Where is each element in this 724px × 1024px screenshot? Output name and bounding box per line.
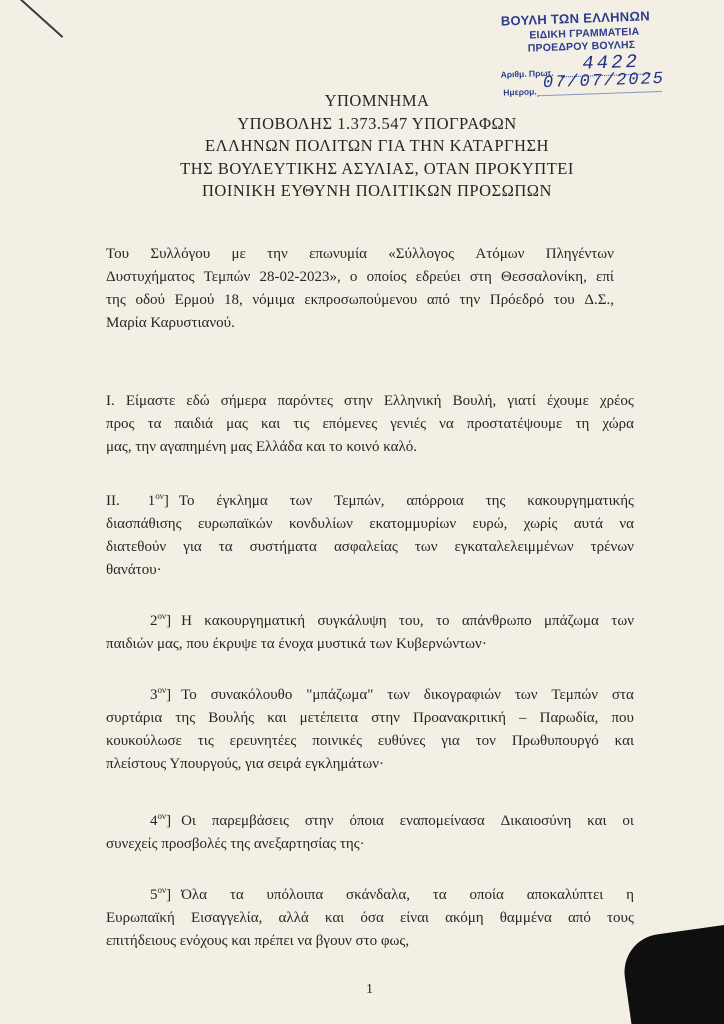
word: θαμμένα [499, 910, 552, 926]
word: οι [622, 813, 634, 829]
word: παρόντες [277, 393, 333, 409]
item-line [106, 707, 634, 730]
word: παιδιά [174, 416, 213, 432]
word: σκάνδαλα, [346, 887, 410, 903]
word: έγκλημα [216, 493, 268, 509]
stamp-protocol-label: Αριθμ. Πρωτ. [500, 67, 554, 80]
item-line [106, 536, 634, 559]
word: η [626, 887, 634, 903]
word: και [324, 910, 345, 926]
stamp-protocol-number: 4422 [581, 50, 641, 75]
intro-line [106, 243, 614, 266]
word: Βουλής [208, 710, 255, 726]
intro-line: Μαρία Καρυστιανού. [106, 315, 235, 331]
word: Ευρωπαϊκή [106, 910, 175, 926]
word: ακόμη [445, 910, 484, 926]
word: των [611, 613, 634, 629]
stamp-date-value: 07/07/2025 [542, 69, 666, 94]
item-first-words [181, 684, 634, 707]
section-1 [106, 390, 634, 459]
word: εκατομμυρίων [369, 516, 457, 532]
word: Ερμού [174, 292, 215, 308]
word: και [260, 416, 281, 432]
word: Δ.Σ., [584, 292, 614, 308]
word: συρτάρια [106, 710, 163, 726]
word: χωρίς [523, 516, 558, 532]
word: επόμενες [322, 416, 378, 432]
word: αυτά [573, 516, 603, 532]
section-2-item-5 [106, 884, 634, 953]
word: οδού [135, 292, 165, 308]
item-line: παιδιών μας, που έκρυψε τα ένοχα μυστικά των Κυβερνώντων· [106, 636, 487, 652]
item-line: συνεχείς προσβολές της ανεξαρτησίας της· [106, 836, 365, 852]
corner-pen-mark [17, 0, 63, 38]
section-2-item-4 [106, 810, 634, 856]
word: την [459, 292, 481, 308]
word: εδρεύει [415, 269, 461, 285]
item-line: πλείστους Υπουργούς, για σειρά εγκλημάτων· [106, 756, 385, 772]
word: Το [178, 493, 195, 509]
word: της [106, 292, 126, 308]
word: των [387, 687, 410, 703]
word: προς [106, 416, 135, 432]
item-line [106, 513, 634, 536]
word: των [289, 493, 313, 509]
word: των [414, 539, 438, 555]
word: στην [371, 710, 400, 726]
word: Παρωδία, [539, 710, 599, 726]
word: διασπάθισης [106, 516, 182, 532]
word: όσα [360, 910, 384, 926]
word: κακουργηματικής [527, 493, 634, 509]
word: 18, [223, 292, 243, 308]
word: αλλά [278, 910, 309, 926]
word: Τεμπών [203, 269, 251, 285]
word: απάνθρωπο [461, 613, 532, 629]
item-line [106, 730, 634, 753]
item-first-line [150, 610, 634, 633]
word: κουκούλωσε [106, 733, 182, 749]
word: και [267, 710, 287, 726]
section-2-item-3 [106, 684, 634, 776]
word: υπόλοιπα [266, 887, 324, 903]
word: συστήματα [249, 539, 317, 555]
word: τις [197, 733, 214, 749]
heading-line-5: ΠΟΙΝΙΚΗ ΕΥΘΥΝΗ ΠΟΛΙΤΙΚΩΝ ΠΡΟΣΩΠΩΝ [202, 181, 552, 200]
word: Προανακριτική [413, 710, 506, 726]
word: σήμερα [220, 393, 267, 409]
word: Η [181, 613, 192, 629]
word: ασφαλείας [333, 539, 398, 555]
word: Δυστυχήματος [106, 269, 195, 285]
item-number: $2^{o\nu}$] [150, 611, 172, 629]
word: χρέος [599, 393, 634, 409]
word: το [436, 613, 450, 629]
word: μας [226, 416, 248, 432]
word: "μπάζωμα" [306, 687, 374, 703]
word: μπάζωμα [544, 613, 599, 629]
word: της [175, 710, 196, 726]
stamp-line-2: ΕΙΔΙΚΗ ΓΡΑΜΜΑΤΕΙΑ [529, 25, 640, 42]
word: Πρόεδρό [489, 292, 545, 308]
stamp-line-1: ΒΟΥΛΗ ΤΩΝ ΕΛΛΗΝΩΝ [500, 8, 651, 29]
word: την [267, 246, 288, 262]
word: τα [432, 887, 447, 903]
word: συνακόλουθο [210, 687, 293, 703]
word: γενιές [390, 416, 427, 432]
word: των [514, 687, 538, 703]
item-line: θανάτου· [106, 562, 162, 578]
parliament-stamp [497, 6, 710, 99]
word: στην [304, 813, 334, 829]
heading-line-2: ΥΠΟΒΟΛΗΣ 1.373.547 ΥΠΟΓΡΑΦΩΝ [237, 113, 517, 133]
word: Θεσσαλονίκη, [500, 269, 587, 285]
item-first-line [150, 884, 634, 907]
word: «Σύλλογος [388, 246, 455, 262]
word: εγκαταλελειμμένων [454, 539, 574, 555]
word: και [587, 813, 607, 829]
word: χώρα [602, 416, 634, 432]
word: – [519, 710, 527, 726]
word: ποινικές [312, 733, 363, 749]
stamp-date-label: Ημερομ. [503, 86, 537, 98]
word: ο [349, 269, 358, 285]
word: στην [344, 393, 373, 409]
word: Βουλή, [452, 393, 497, 409]
word: Πληγέντων [545, 246, 614, 262]
item-number: $5^{o\nu}$] [150, 885, 172, 903]
word: τους [607, 910, 634, 926]
item-first-line [106, 490, 634, 513]
word: ευθύνες [377, 733, 426, 749]
word: 28-02-2023», [259, 269, 341, 285]
heading-line-1: ΥΠΟΜΝΗΜΑ [324, 91, 430, 110]
word: Του [106, 246, 130, 262]
page-number: 1 [366, 982, 373, 997]
word: του, [398, 613, 424, 629]
word: δικογραφιών [423, 687, 501, 703]
item-line: επιτήδειους ενόχους και πρέπει να βγουν στο φως, [106, 933, 410, 949]
word: ευρώ, [472, 516, 508, 532]
word: Το [181, 687, 197, 703]
word: οποίος [366, 269, 407, 285]
word: έχουμε [546, 393, 589, 409]
word: οποία [469, 887, 504, 903]
word: Πρωθυπουργό [511, 733, 599, 749]
intro-line [106, 289, 614, 312]
word: της [485, 493, 506, 509]
item-first-line [150, 684, 634, 707]
word: ευρωπαϊκών [197, 516, 273, 532]
stamp-line-3: ΠΡΟΕΔΡΟΥ ΒΟΥΛΗΣ [527, 38, 636, 55]
word: και [614, 733, 634, 749]
item-number: $4^{o\nu}$] [150, 811, 172, 829]
word: γιατί [507, 393, 536, 409]
word: του [553, 292, 575, 308]
word: όποια [349, 813, 384, 829]
word: με [231, 246, 246, 262]
word: Ατόμων [475, 246, 525, 262]
word: τα [218, 539, 233, 555]
word: Τεμπών [551, 687, 599, 703]
word: νόμιμα [252, 292, 295, 308]
item-first-words [181, 810, 634, 833]
word: απόρροια [406, 493, 464, 509]
word: να [439, 416, 454, 432]
word: Συλλόγου [150, 246, 211, 262]
word: συγκάλυψη [317, 613, 387, 629]
word: από [567, 910, 591, 926]
word: Οι [181, 813, 196, 829]
word: επωνυμία [309, 246, 367, 262]
word: εκπροσωπούμενου [304, 292, 418, 308]
word: που [611, 710, 634, 726]
word: παρεμβάσεις [211, 813, 289, 829]
section-1-line: μας, την αγαπημένη μας Ελλάδα και το κοινό καλό. [106, 439, 418, 455]
word: τρένων [590, 539, 634, 555]
word: τον [475, 733, 496, 749]
word: στα [611, 687, 634, 703]
word: εδώ [186, 393, 210, 409]
word: Ελληνική [383, 393, 442, 409]
intro-paragraph [106, 243, 614, 335]
item-first-words [179, 490, 634, 513]
word: τα [147, 416, 162, 432]
item-line [106, 907, 634, 930]
finger-shadow [620, 922, 724, 1024]
word: για [183, 539, 202, 555]
word: Τεμπών, [334, 493, 385, 509]
word: Όλα [181, 887, 208, 903]
word: τη [575, 416, 590, 432]
section-1-line [106, 390, 634, 413]
word: κακουργηματική [204, 613, 306, 629]
item-first-words [181, 610, 634, 633]
heading-line-4: ΤΗΣ ΒΟΥΛΕΥΤΙΚΗΣ ΑΣΥΛΙΑΣ, ΟΤΑΝ ΠΡΟΚΥΠΤΕΙ [180, 158, 574, 178]
word: για [441, 733, 460, 749]
section-1-line [106, 413, 634, 436]
word: από [426, 292, 450, 308]
word: ερευνητέες [229, 733, 297, 749]
word: μετέπειτα [299, 710, 359, 726]
word: Εισαγγελία, [190, 910, 263, 926]
section-2-item-1 [106, 490, 634, 582]
heading-line-3: ΕΛΛΗΝΩΝ ΠΟΛΙΤΩΝ ΓΙΑ ΤΗΝ ΚΑΤΑΡΓΗΣΗ [205, 136, 549, 155]
memorandum-heading [0, 90, 724, 203]
item-number: $3^{o\nu}$] [150, 685, 172, 703]
word: τα [229, 887, 244, 903]
intro-line [106, 266, 614, 289]
word: Δικαιοσύνη [500, 813, 572, 829]
word: επί [596, 269, 614, 285]
word: κονδυλίων [288, 516, 353, 532]
word: διατεθούν [106, 539, 167, 555]
word: αποκαλύπτει [526, 887, 604, 903]
word: εναπομείνασα [399, 813, 485, 829]
word: να [619, 516, 634, 532]
word: Ι. [106, 393, 115, 409]
item-number: $1^{o\nu}$] [147, 491, 169, 509]
word: Είμαστε [125, 393, 176, 409]
section-2-numeral: ΙΙ. [106, 493, 120, 509]
item-first-words [181, 884, 634, 907]
word: προστατέψουμε [466, 416, 563, 432]
word: είναι [399, 910, 429, 926]
section-2-item-2 [106, 610, 634, 656]
word: τις [293, 416, 310, 432]
item-first-line [150, 810, 634, 833]
word: στη [469, 269, 492, 285]
